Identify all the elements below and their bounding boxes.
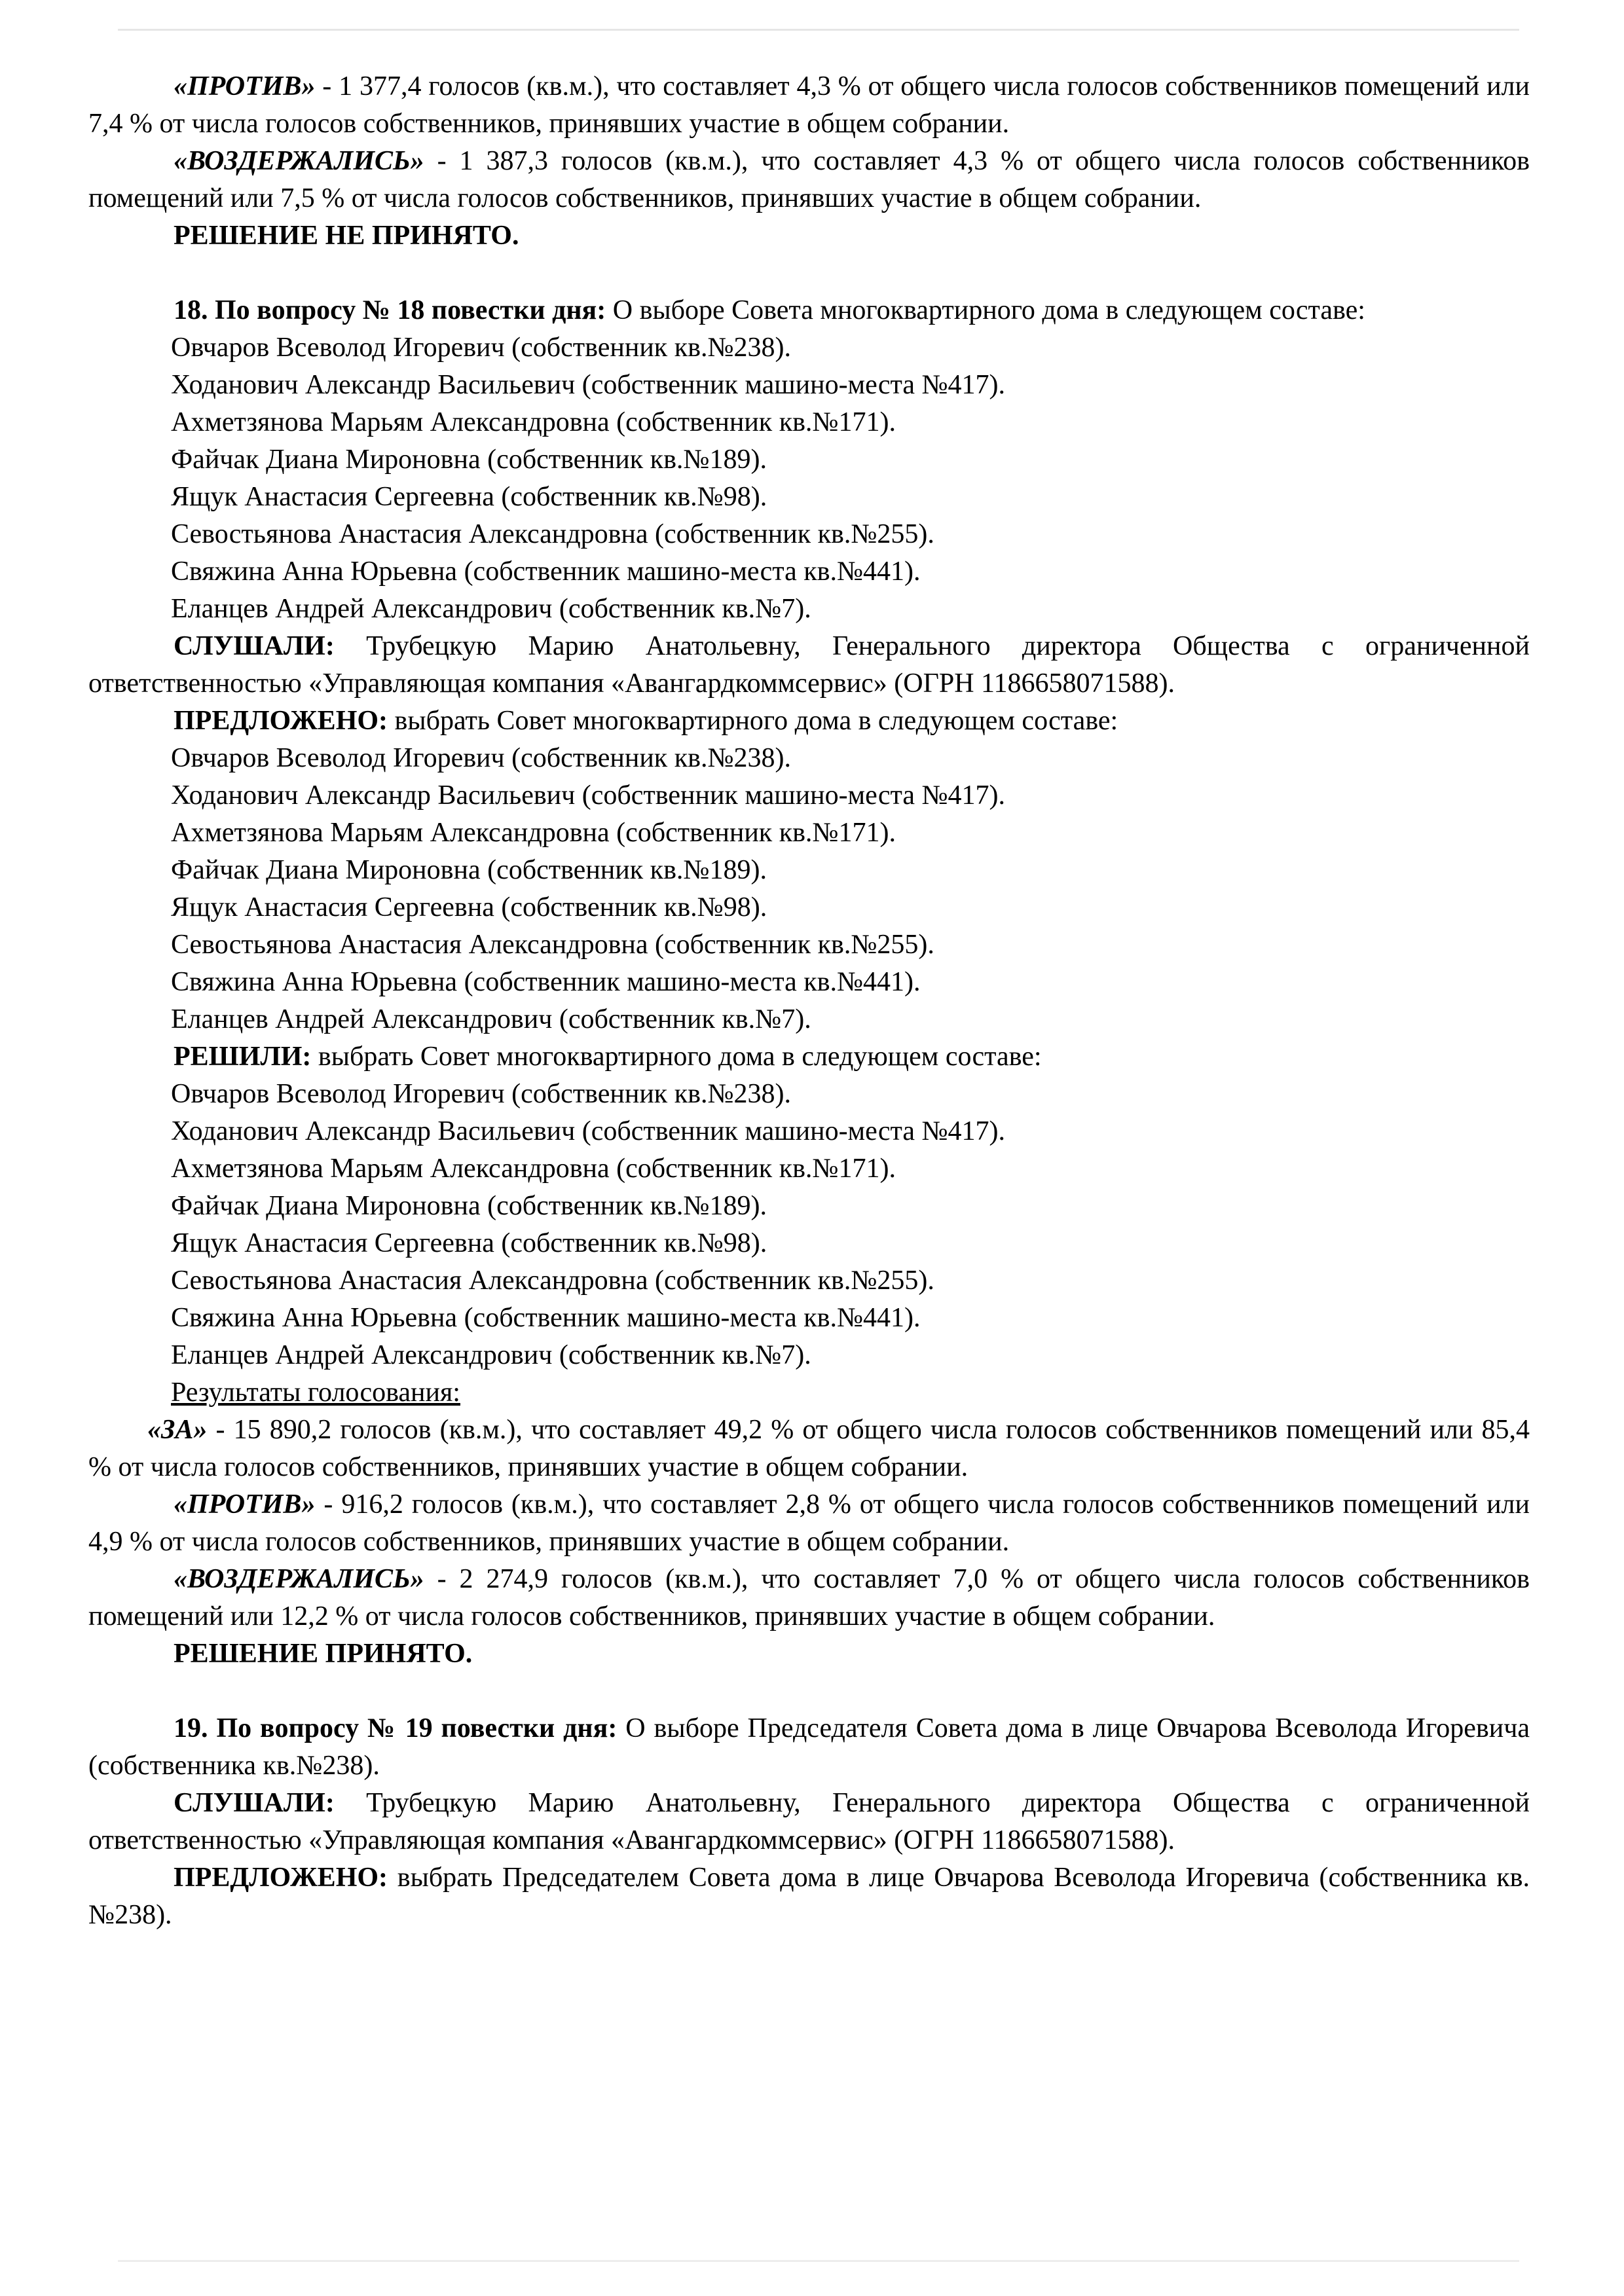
decision-prev: РЕШЕНИЕ НЕ ПРИНЯТО. (174, 221, 519, 251)
item-19-heard: СЛУШАЛИ: Трубецкую Марию Анатольевну, Генерального директора Общества с ограниченной ответственностью «Управляющая компания «Авангардкоммсервис» (ОГРН 1186658071588). (88, 1788, 1530, 1855)
list-item: Ходанович Александр Васильевич (собственник машино-места №417). (171, 370, 1006, 400)
vote-against-prev: «ПРОТИВ» - 1 377,4 голосов (кв.м.), что составляет 4,3 % от общего числа голосов собственников помещений или 7,4 % от числа голосов собственников, принявших участие в общем собрании. (88, 71, 1530, 139)
list-item: Ящук Анастасия Сергеевна (собственник кв.№98). (171, 1228, 767, 1258)
decision-18: РЕШЕНИЕ ПРИНЯТО. (174, 1639, 473, 1669)
item-18-member-list (88, 329, 1530, 628)
list-item: Ящук Анастасия Сергеевна (собственник кв.№98). (171, 892, 767, 922)
document-body (88, 68, 1530, 1934)
list-item: Овчаров Всеволод Игоревич (собственник кв.№238). (171, 333, 792, 363)
list-item: Севостьянова Анастасия Александровна (собственник кв.№255). (171, 519, 934, 549)
list-item: Свяжина Анна Юрьевна (собственник машино-места кв.№441). (171, 967, 921, 997)
list-item: Свяжина Анна Юрьевна (собственник машино-места кв.№441). (171, 1303, 921, 1333)
item-18-heading: 18. По вопросу № 18 повестки дня: О выборе Совета многоквартирного дома в следующем составе: (174, 295, 1365, 325)
vote-abstained: «ВОЗДЕРЖАЛИСЬ» - 2 274,9 голосов (кв.м.), что составляет 7,0 % от общего числа голосов собственников помещений или 12,2 % от числа голосов собственников, принявших участие в общем собрании. (88, 1564, 1530, 1631)
scan-mark-top (118, 29, 1519, 31)
list-item: Севостьянова Анастасия Александровна (собственник кв.№255). (171, 1266, 934, 1296)
list-item: Севостьянова Анастасия Александровна (собственник кв.№255). (171, 930, 934, 960)
list-item: Еланцев Андрей Александрович (собственник кв.№7). (171, 1004, 811, 1034)
list-item: Ахметзянова Марьям Александровна (собственник кв.№171). (171, 1154, 896, 1184)
list-item: Файчак Диана Мироновна (собственник кв.№189). (171, 1191, 767, 1221)
list-item: Файчак Диана Мироновна (собственник кв.№189). (171, 445, 767, 475)
vote-against: «ПРОТИВ» - 916,2 голосов (кв.м.), что составляет 2,8 % от общего числа голосов собственников помещений или 4,9 % от числа голосов собственников, принявших участие в общем собрании. (88, 1489, 1530, 1557)
list-item: Еланцев Андрей Александрович (собственник кв.№7). (171, 1340, 811, 1370)
list-item: Ахметзянова Марьям Александровна (собственник кв.№171). (171, 818, 896, 848)
vote-for: «ЗА» - 15 890,2 голосов (кв.м.), что составляет 49,2 % от общего числа голосов собственников помещений или 85,4 % от числа голосов собственников, принявших участие в общем собрании. (88, 1415, 1530, 1482)
item-18-proposed: ПРЕДЛОЖЕНО: выбрать Совет многоквартирного дома в следующем составе: (174, 706, 1118, 736)
vote-abstained-prev: «ВОЗДЕРЖАЛИСЬ» - 1 387,3 голосов (кв.м.), что составляет 4,3 % от общего числа голосов собственников помещений или 7,5 % от числа голосов собственников, принявших участие в общем собрании. (88, 146, 1530, 213)
list-item: Овчаров Всеволод Игоревич (собственник кв.№238). (171, 743, 792, 773)
scan-mark-bottom (118, 2260, 1519, 2262)
item-19-proposed: ПРЕДЛОЖЕНО: выбрать Председателем Совета дома в лице Овчарова Всеволода Игоревича (собственника кв.№238). (88, 1863, 1530, 1930)
item-19-heading: 19. По вопросу № 19 повестки дня: О выборе Председателя Совета дома в лице Овчарова Всеволода Игоревича (собственника кв.№238). (88, 1713, 1530, 1781)
list-item: Свяжина Анна Юрьевна (собственник машино-места кв.№441). (171, 556, 921, 587)
list-item: Ящук Анастасия Сергеевна (собственник кв.№98). (171, 482, 767, 512)
voting-results-label: Результаты голосования: (171, 1377, 460, 1408)
item-18-proposed-list (88, 740, 1530, 1038)
list-item: Ахметзянова Марьям Александровна (собственник кв.№171). (171, 407, 896, 437)
item-18-decided: РЕШИЛИ: выбрать Совет многоквартирного дома в следующем составе: (174, 1042, 1042, 1072)
list-item: Ходанович Александр Васильевич (собственник машино-места №417). (171, 1116, 1006, 1146)
item-18-decided-list (88, 1076, 1530, 1374)
list-item: Файчак Диана Мироновна (собственник кв.№189). (171, 855, 767, 885)
list-item: Ходанович Александр Васильевич (собственник машино-места №417). (171, 780, 1006, 811)
list-item: Овчаров Всеволод Игоревич (собственник кв.№238). (171, 1079, 792, 1109)
list-item: Еланцев Андрей Александрович (собственник кв.№7). (171, 594, 811, 624)
item-18-heard: СЛУШАЛИ: Трубецкую Марию Анатольевну, Генерального директора Общества с ограниченной ответственностью «Управляющая компания «Авангардкоммсервис» (ОГРН 1186658071588). (88, 631, 1530, 699)
